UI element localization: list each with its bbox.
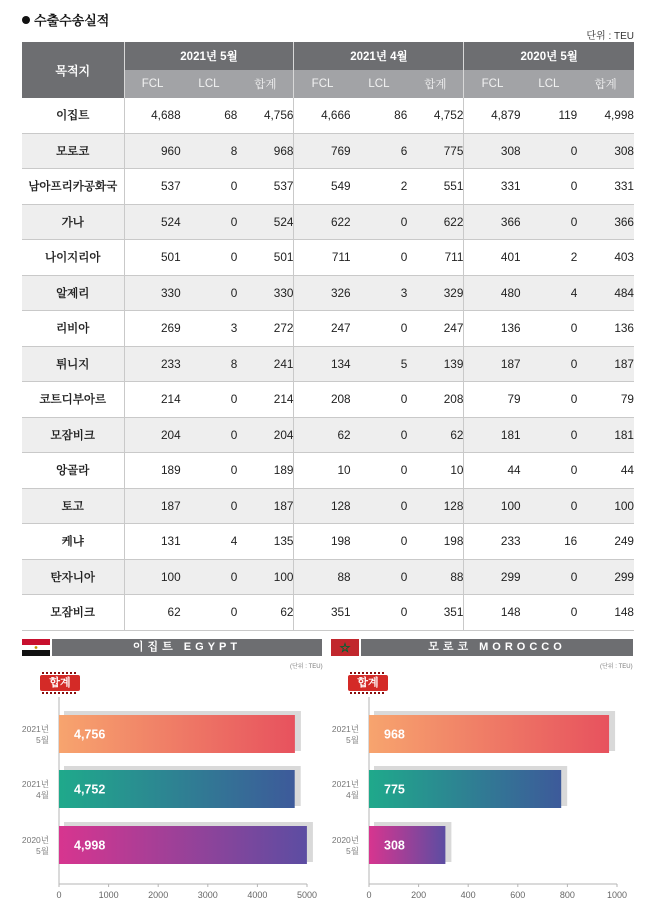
dest-header: 목적지 xyxy=(22,42,124,98)
egypt-bar-chart xyxy=(0,695,330,905)
value-cell: 329 xyxy=(407,275,464,311)
value-cell: 269 xyxy=(124,311,181,347)
category-label-month: 5월 xyxy=(346,735,359,745)
value-cell: 0 xyxy=(181,204,238,240)
value-cell: 4,666 xyxy=(294,98,351,133)
value-cell: 10 xyxy=(407,453,464,489)
value-cell: 272 xyxy=(237,311,294,347)
value-cell: 401 xyxy=(464,240,521,276)
value-cell: 88 xyxy=(294,559,351,595)
destination-cell: 코트디부아르 xyxy=(22,382,124,418)
value-cell: 119 xyxy=(521,98,578,133)
value-cell: 4 xyxy=(181,524,238,560)
value-cell: 148 xyxy=(464,595,521,631)
value-cell: 128 xyxy=(294,488,351,524)
value-cell: 128 xyxy=(407,488,464,524)
x-tick-label: 200 xyxy=(411,890,427,900)
x-tick-label: 600 xyxy=(510,890,526,900)
destination-cell: 모잠비크 xyxy=(22,417,124,453)
value-cell: 0 xyxy=(521,382,578,418)
value-cell: 0 xyxy=(521,595,578,631)
egypt-unit-note: (단위 : TEU) xyxy=(290,664,323,670)
value-cell: 3 xyxy=(351,275,408,311)
sub-header: FCL xyxy=(294,70,351,98)
value-cell: 0 xyxy=(181,559,238,595)
morocco-bar-chart xyxy=(310,695,650,905)
value-cell: 484 xyxy=(577,275,634,311)
value-cell: 198 xyxy=(294,524,351,560)
value-cell: 62 xyxy=(407,417,464,453)
value-cell: 480 xyxy=(464,275,521,311)
morocco-flag-icon xyxy=(331,639,359,656)
value-cell: 187 xyxy=(577,346,634,382)
value-cell: 198 xyxy=(407,524,464,560)
bar-value-label: 308 xyxy=(384,838,405,853)
value-cell: 537 xyxy=(237,169,294,205)
sub-header: 합계 xyxy=(577,70,634,98)
value-cell: 0 xyxy=(351,453,408,489)
value-cell: 0 xyxy=(181,169,238,205)
table-row xyxy=(22,488,634,524)
category-label-year: 2021년 xyxy=(331,724,359,734)
value-cell: 247 xyxy=(294,311,351,347)
value-cell: 100 xyxy=(577,488,634,524)
value-cell: 0 xyxy=(521,346,578,382)
value-cell: 308 xyxy=(577,133,634,169)
value-cell: 0 xyxy=(351,559,408,595)
bar-value-label: 4,752 xyxy=(74,782,106,797)
period-header: 2021년 4월 xyxy=(294,42,464,70)
value-cell: 0 xyxy=(521,559,578,595)
value-cell: 0 xyxy=(521,311,578,347)
x-tick-label: 1000 xyxy=(98,890,119,900)
category-label-year: 2021년 xyxy=(21,724,49,734)
morocco-chart-title: 모로코 MOROCCO xyxy=(361,639,633,656)
x-tick-label: 0 xyxy=(366,890,372,900)
destination-cell: 토고 xyxy=(22,488,124,524)
export-table xyxy=(22,42,634,631)
value-cell: 622 xyxy=(294,204,351,240)
table-row xyxy=(22,204,634,240)
bar-value-label: 775 xyxy=(384,782,405,797)
category-label-year: 2021년 xyxy=(331,779,359,789)
destination-cell: 알제리 xyxy=(22,275,124,311)
destination-cell: 모잠비크 xyxy=(22,595,124,631)
value-cell: 0 xyxy=(521,453,578,489)
table-row xyxy=(22,169,634,205)
value-cell: 0 xyxy=(181,595,238,631)
egypt-chart-title: 이집트 EGYPT xyxy=(52,639,322,656)
morocco-unit-note: (단위 : TEU) xyxy=(600,664,633,670)
value-cell: 5 xyxy=(351,346,408,382)
value-cell: 366 xyxy=(464,204,521,240)
value-cell: 524 xyxy=(237,204,294,240)
value-cell: 10 xyxy=(294,453,351,489)
sub-header: LCL xyxy=(521,70,578,98)
x-tick-label: 3000 xyxy=(197,890,218,900)
period-header: 2021년 5월 xyxy=(124,42,294,70)
value-cell: 241 xyxy=(237,346,294,382)
value-cell: 4,756 xyxy=(237,98,294,133)
category-label-year: 2020년 xyxy=(21,835,49,845)
x-tick-label: 1000 xyxy=(606,890,628,900)
category-label-month: 5월 xyxy=(36,735,49,745)
value-cell: 331 xyxy=(577,169,634,205)
category-label-year: 2020년 xyxy=(331,835,359,845)
value-cell: 88 xyxy=(407,559,464,595)
value-cell: 0 xyxy=(181,417,238,453)
value-cell: 100 xyxy=(464,488,521,524)
x-tick-label: 2000 xyxy=(148,890,169,900)
egypt-total-badge: 합계 xyxy=(40,675,80,691)
value-cell: 501 xyxy=(124,240,181,276)
sub-header: FCL xyxy=(464,70,521,98)
destination-cell: 튀니지 xyxy=(22,346,124,382)
x-tick-label: 4000 xyxy=(247,890,268,900)
bar xyxy=(369,826,445,864)
value-cell: 208 xyxy=(407,382,464,418)
bar-value-label: 4,998 xyxy=(74,838,106,853)
x-tick-label: 400 xyxy=(460,890,476,900)
destination-cell: 남아프리카공화국 xyxy=(22,169,124,205)
table-row xyxy=(22,98,634,133)
table-row xyxy=(22,133,634,169)
category-label-month: 4월 xyxy=(346,790,359,800)
egypt-flag-icon xyxy=(22,639,50,656)
morocco-total-badge: 합계 xyxy=(348,675,388,691)
table-row xyxy=(22,417,634,453)
value-cell: 181 xyxy=(577,417,634,453)
unit-label: 단위 : TEU xyxy=(586,31,634,42)
value-cell: 187 xyxy=(124,488,181,524)
value-cell: 4 xyxy=(521,275,578,311)
value-cell: 139 xyxy=(407,346,464,382)
table-row xyxy=(22,311,634,347)
destination-cell: 리비아 xyxy=(22,311,124,347)
value-cell: 0 xyxy=(351,595,408,631)
destination-cell: 나이지리아 xyxy=(22,240,124,276)
value-cell: 135 xyxy=(237,524,294,560)
section-title-text: 수출수송실적 xyxy=(34,13,110,28)
value-cell: 233 xyxy=(124,346,181,382)
value-cell: 189 xyxy=(237,453,294,489)
sub-header: LCL xyxy=(351,70,408,98)
destination-cell: 앙골라 xyxy=(22,453,124,489)
value-cell: 0 xyxy=(351,382,408,418)
value-cell: 208 xyxy=(294,382,351,418)
value-cell: 214 xyxy=(237,382,294,418)
sub-header: 합계 xyxy=(407,70,464,98)
value-cell: 351 xyxy=(407,595,464,631)
value-cell: 0 xyxy=(351,488,408,524)
value-cell: 44 xyxy=(464,453,521,489)
value-cell: 330 xyxy=(124,275,181,311)
value-cell: 134 xyxy=(294,346,351,382)
sub-header: FCL xyxy=(124,70,181,98)
category-label-year: 2021년 xyxy=(21,779,49,789)
value-cell: 4,998 xyxy=(577,98,634,133)
value-cell: 326 xyxy=(294,275,351,311)
value-cell: 249 xyxy=(577,524,634,560)
value-cell: 0 xyxy=(521,488,578,524)
value-cell: 100 xyxy=(124,559,181,595)
x-tick-label: 800 xyxy=(559,890,575,900)
value-cell: 0 xyxy=(181,453,238,489)
value-cell: 62 xyxy=(294,417,351,453)
value-cell: 299 xyxy=(464,559,521,595)
value-cell: 8 xyxy=(181,346,238,382)
value-cell: 181 xyxy=(464,417,521,453)
table-row xyxy=(22,346,634,382)
value-cell: 366 xyxy=(577,204,634,240)
value-cell: 299 xyxy=(577,559,634,595)
destination-cell: 케냐 xyxy=(22,524,124,560)
value-cell: 0 xyxy=(521,169,578,205)
value-cell: 100 xyxy=(237,559,294,595)
value-cell: 2 xyxy=(521,240,578,276)
value-cell: 4,752 xyxy=(407,98,464,133)
value-cell: 0 xyxy=(521,204,578,240)
value-cell: 0 xyxy=(351,417,408,453)
value-cell: 247 xyxy=(407,311,464,347)
value-cell: 403 xyxy=(577,240,634,276)
table-row xyxy=(22,595,634,631)
value-cell: 204 xyxy=(237,417,294,453)
value-cell: 68 xyxy=(181,98,238,133)
category-label-month: 5월 xyxy=(346,846,359,856)
section-title xyxy=(22,10,109,29)
bar-value-label: 968 xyxy=(384,727,405,742)
destination-cell: 가나 xyxy=(22,204,124,240)
value-cell: 148 xyxy=(577,595,634,631)
value-cell: 189 xyxy=(124,453,181,489)
destination-cell: 모로코 xyxy=(22,133,124,169)
value-cell: 136 xyxy=(464,311,521,347)
value-cell: 79 xyxy=(464,382,521,418)
value-cell: 0 xyxy=(351,311,408,347)
value-cell: 0 xyxy=(181,382,238,418)
bullet-icon xyxy=(22,16,30,24)
value-cell: 3 xyxy=(181,311,238,347)
value-cell: 187 xyxy=(237,488,294,524)
value-cell: 711 xyxy=(407,240,464,276)
table-row xyxy=(22,524,634,560)
value-cell: 351 xyxy=(294,595,351,631)
value-cell: 501 xyxy=(237,240,294,276)
value-cell: 330 xyxy=(237,275,294,311)
table-row xyxy=(22,275,634,311)
value-cell: 0 xyxy=(351,240,408,276)
value-cell: 0 xyxy=(181,275,238,311)
table-row xyxy=(22,559,634,595)
value-cell: 551 xyxy=(407,169,464,205)
sub-header: 합계 xyxy=(237,70,294,98)
value-cell: 968 xyxy=(237,133,294,169)
value-cell: 86 xyxy=(351,98,408,133)
value-cell: 62 xyxy=(124,595,181,631)
value-cell: 4,879 xyxy=(464,98,521,133)
value-cell: 4,688 xyxy=(124,98,181,133)
value-cell: 2 xyxy=(351,169,408,205)
value-cell: 308 xyxy=(464,133,521,169)
value-cell: 711 xyxy=(294,240,351,276)
value-cell: 187 xyxy=(464,346,521,382)
value-cell: 79 xyxy=(577,382,634,418)
category-label-month: 5월 xyxy=(36,846,49,856)
table-row xyxy=(22,240,634,276)
bar-value-label: 4,756 xyxy=(74,727,106,742)
value-cell: 204 xyxy=(124,417,181,453)
value-cell: 131 xyxy=(124,524,181,560)
value-cell: 44 xyxy=(577,453,634,489)
value-cell: 960 xyxy=(124,133,181,169)
value-cell: 0 xyxy=(181,240,238,276)
table-row xyxy=(22,453,634,489)
value-cell: 537 xyxy=(124,169,181,205)
value-cell: 331 xyxy=(464,169,521,205)
destination-cell: 탄자니아 xyxy=(22,559,124,595)
value-cell: 233 xyxy=(464,524,521,560)
value-cell: 16 xyxy=(521,524,578,560)
period-header: 2020년 5월 xyxy=(464,42,634,70)
x-tick-label: 0 xyxy=(56,890,62,900)
destination-cell: 이집트 xyxy=(22,98,124,133)
value-cell: 0 xyxy=(521,417,578,453)
category-label-month: 4월 xyxy=(36,790,49,800)
bar xyxy=(369,715,609,753)
value-cell: 0 xyxy=(181,488,238,524)
value-cell: 769 xyxy=(294,133,351,169)
x-tick-label: 5000 xyxy=(296,890,318,900)
value-cell: 549 xyxy=(294,169,351,205)
value-cell: 8 xyxy=(181,133,238,169)
value-cell: 62 xyxy=(237,595,294,631)
table-row xyxy=(22,382,634,418)
value-cell: 524 xyxy=(124,204,181,240)
value-cell: 136 xyxy=(577,311,634,347)
value-cell: 0 xyxy=(521,133,578,169)
sub-header: LCL xyxy=(181,70,238,98)
value-cell: 214 xyxy=(124,382,181,418)
value-cell: 622 xyxy=(407,204,464,240)
value-cell: 0 xyxy=(351,524,408,560)
value-cell: 0 xyxy=(351,204,408,240)
value-cell: 775 xyxy=(407,133,464,169)
value-cell: 6 xyxy=(351,133,408,169)
